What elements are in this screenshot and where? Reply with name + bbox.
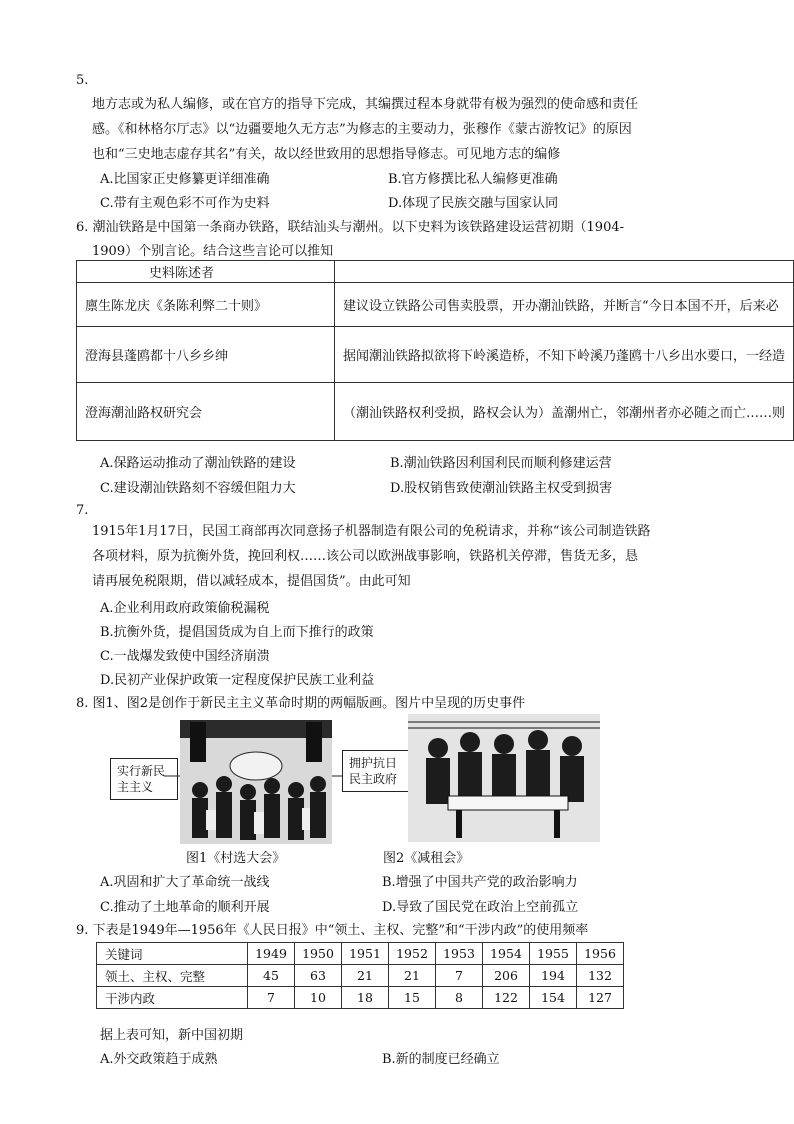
table-row xyxy=(77,283,794,327)
table-cell: 63 xyxy=(295,965,342,987)
table-header-cell: 1952 xyxy=(389,943,436,965)
table-cell: 194 xyxy=(530,965,577,987)
q5-number: 5. xyxy=(76,73,89,88)
q5-option-d: D.体现了民族交融与国家认同 xyxy=(388,196,559,211)
q7-line-3: 请再展免税限期，借以减轻成本，提倡国货”。由此可知 xyxy=(92,574,411,589)
q9-stem: 9. 下表是1949年—1956年《人民日报》中“领土、主权、完整”和“干涉内政”的使用频率 xyxy=(76,923,589,938)
figure2-caption: 图2《减租会》 xyxy=(383,851,470,866)
q7-option-d: D.民初产业保护政策一定程度保护民族工业利益 xyxy=(100,673,375,688)
figure2-woodcut-image xyxy=(408,714,600,842)
q7-number: 7. xyxy=(76,503,89,518)
table-cell-statement: （潮汕铁路权利受损，路权会认为）盖潮州亡，邻潮州者亦必随之而亡……则 xyxy=(334,383,793,441)
figure1-woodcut-crowd xyxy=(180,720,332,844)
q5-line-3: 也和“三史地志虚存其名”有关，故以经世致用的思想指导修志。可见地方志的编修 xyxy=(92,147,561,162)
table-cell: 10 xyxy=(295,987,342,1009)
q6-option-c: C.建设潮汕铁路刻不容缓但阻力大 xyxy=(100,481,296,496)
table-header-cell: 1950 xyxy=(295,943,342,965)
table-header-row xyxy=(97,943,624,965)
table-cell-statement: 据闻潮汕铁路拟欲将下岭溪造桥，不知下岭溪乃蓬鸥十八乡出水要口，一经造 xyxy=(334,327,793,383)
q9-frequency-table xyxy=(96,942,624,1009)
q6-source-table xyxy=(76,260,794,441)
figure1-woodcut-image xyxy=(180,720,332,844)
table-cell-speaker: 澄海县蓬鸥都十八乡乡绅 xyxy=(77,327,335,383)
table-header-cell: 史料陈述者 xyxy=(77,261,335,283)
q5-line-2: 感。《和林格尔厅志》以“边疆要地久无方志”为修志的主要动力，张穆作《蒙古游牧记》的原因 xyxy=(92,122,632,137)
table-header-cell: 1955 xyxy=(530,943,577,965)
q7-line-2: 各项材料，原为抗衡外货，挽回利权……该公司以欧洲战事影响，铁路机关停滞，售货无多，恳 xyxy=(92,549,639,564)
table-row xyxy=(77,383,794,441)
table-cell: 21 xyxy=(342,965,389,987)
table-row xyxy=(97,965,624,987)
table-cell: 21 xyxy=(389,965,436,987)
table-header-row xyxy=(77,261,794,283)
figure1-caption: 图1《村选大会》 xyxy=(186,851,286,866)
q6-line-2: 1909）个别言论。结合这些言论可以推知 xyxy=(92,244,334,259)
q5-option-a: A.比国家正史修纂更详细准确 xyxy=(100,172,270,187)
table-cell: 154 xyxy=(530,987,577,1009)
table-cell: 8 xyxy=(436,987,483,1009)
table-cell: 18 xyxy=(342,987,389,1009)
table-cell-speaker: 廪生陈龙庆《条陈利弊二十则》 xyxy=(77,283,335,327)
q7-option-b: B.抗衡外货，提倡国货成为自上而下推行的政策 xyxy=(100,625,374,640)
q6-option-d: D.股权销售致使潮汕铁路主权受到损害 xyxy=(390,481,613,496)
table-header-cell: 1954 xyxy=(483,943,530,965)
table-header-cell xyxy=(334,261,793,283)
table-cell: 127 xyxy=(577,987,624,1009)
q5-option-c: C.带有主观色彩不可作为史料 xyxy=(100,196,270,211)
figure1-slogan-box-right xyxy=(342,750,410,792)
table-header-cell: 1953 xyxy=(436,943,483,965)
table-cell: 122 xyxy=(483,987,530,1009)
q8-stem: 8. 图1、图2是创作于新民主主义革命时期的两幅版画。图片中呈现的历史事件 xyxy=(76,696,526,711)
figure1-slogan-right-line-1: 拥护抗日 xyxy=(349,756,398,770)
table-cell-keyword: 领土、主权、完整 xyxy=(97,965,248,987)
q5-option-b: B.官方修撰比私人编修更准确 xyxy=(388,172,558,187)
table-cell-keyword: 干涉内政 xyxy=(97,987,248,1009)
table-cell-statement: 建议设立铁路公司售卖股票，开办潮汕铁路，并断言“今日本国不开，后来必 xyxy=(334,283,793,327)
q9-option-b: B.新的制度已经确立 xyxy=(382,1052,500,1067)
table-header-cell: 1951 xyxy=(342,943,389,965)
table-header-cell: 1956 xyxy=(577,943,624,965)
table-row xyxy=(97,987,624,1009)
table-row xyxy=(77,327,794,383)
table-cell: 45 xyxy=(248,965,295,987)
table-header-cell: 1949 xyxy=(248,943,295,965)
q7-option-a: A.企业利用政府政策偷税漏税 xyxy=(100,601,270,616)
table-cell: 7 xyxy=(248,987,295,1009)
q9-option-a: A.外交政策趋于成熟 xyxy=(100,1052,218,1067)
q7-line-1: 1915年1月17日，民国工商部再次同意扬子机器制造有限公司的免税请求，并称“该公司制造铁路 xyxy=(92,524,651,539)
q6-option-a: A.保路运动推动了潮汕铁路的建设 xyxy=(100,456,296,471)
table-cell: 206 xyxy=(483,965,530,987)
figure2-woodcut-meeting xyxy=(408,714,600,842)
q5-line-1: 地方志或为私人编修，或在官方的指导下完成，其编撰过程本身就带有极为强烈的使命感和责任 xyxy=(92,97,639,112)
q8-option-d: D.导致了国民党在政治上空前孤立 xyxy=(382,900,579,915)
q9-after-text: 据上表可知，新中国初期 xyxy=(100,1028,244,1043)
table-cell: 7 xyxy=(436,965,483,987)
q6-line-1: 6. 潮汕铁路是中国第一条商办铁路，联结汕头与潮州。以下史料为该铁路建设运营初期（1904- xyxy=(76,220,625,235)
table-cell-speaker: 澄海潮汕路权研究会 xyxy=(77,383,335,441)
figure1-slogan-line-1: 实行新民 xyxy=(117,764,166,778)
q7-option-c: C.一战爆发致使中国经济崩溃 xyxy=(100,649,270,664)
table-cell: 15 xyxy=(389,987,436,1009)
figure1-slogan-right-line-2: 民主政府 xyxy=(349,772,398,786)
table-cell: 132 xyxy=(577,965,624,987)
table-header-cell: 关键词 xyxy=(97,943,248,965)
q6-option-b: B.潮汕铁路因利国利民而顺利修建运营 xyxy=(390,456,612,471)
q8-option-a: A.巩固和扩大了革命统一战线 xyxy=(100,875,270,890)
figure1-slogan-line-2: 主主义 xyxy=(117,780,154,794)
q8-option-c: C.推动了土地革命的顺利开展 xyxy=(100,900,270,915)
q8-option-b: B.增强了中国共产党的政治影响力 xyxy=(382,875,578,890)
